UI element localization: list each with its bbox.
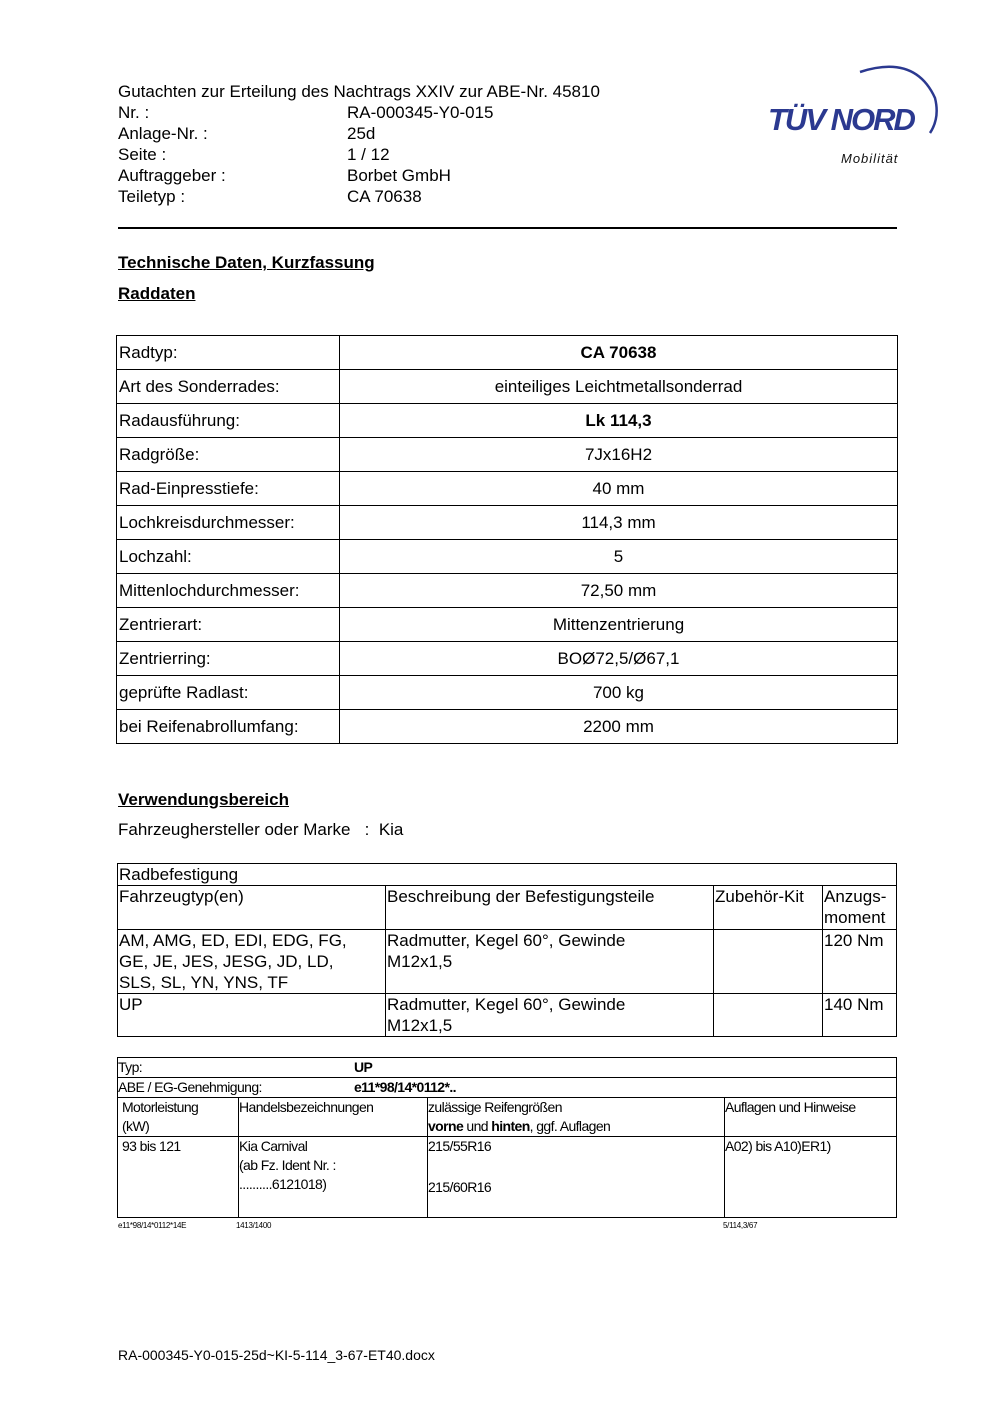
header-vorne: vorne <box>428 1118 464 1134</box>
abe-label: ABE / EG-Genehmigung: <box>118 1079 262 1095</box>
header-line: Motorleistung <box>122 1099 199 1115</box>
cell-line: 215/60R16 <box>428 1179 492 1195</box>
column-header-auflagen: Auflagen und Hinweise <box>725 1098 897 1137</box>
cell-key: Art des Sonderrades: <box>117 370 340 404</box>
cell-auflagen: A02) bis A10)ER1) <box>725 1137 897 1218</box>
vehicle-type-table <box>117 1057 897 1218</box>
cell-value: Mittenzentrierung <box>340 608 898 642</box>
header-line <box>428 1117 724 1136</box>
typ-label: Typ: <box>118 1059 143 1075</box>
table-row <box>117 710 898 744</box>
cell-line: M12x1,5 <box>387 1016 453 1035</box>
header-key: Auftraggeber : <box>118 166 226 185</box>
tuev-nord-logo <box>740 58 950 178</box>
abe-row <box>118 1078 897 1098</box>
cell-line: (ab Fz. Ident Nr. : <box>239 1157 336 1173</box>
column-header-handel: Handelsbezeichnungen <box>239 1098 428 1137</box>
cell-line: AM, AMG, ED, EDI, EDG, FG, <box>119 931 347 950</box>
abe-value: e11*98/14*0112*.. <box>354 1079 456 1095</box>
table-row <box>117 404 898 438</box>
manufacturer-separator: : <box>364 820 370 839</box>
cell-key: Radgröße: <box>117 438 340 472</box>
cell-value: BOØ72,5/Ø67,1 <box>340 642 898 676</box>
header-row-nr <box>118 102 600 123</box>
column-header-motor <box>118 1098 239 1137</box>
cell-vehicle-types <box>118 994 386 1037</box>
cell-description <box>386 994 714 1037</box>
cell-value: einteiliges Leichtmetallsonderrad <box>340 370 898 404</box>
small-note-approval: e11*98/14*0112*14E <box>118 1221 187 1230</box>
abe-cell <box>118 1078 897 1098</box>
header-divider <box>118 227 897 229</box>
column-header <box>823 886 897 930</box>
manufacturer-line <box>118 820 403 840</box>
section-heading-verwendung: Verwendungsbereich <box>118 790 289 809</box>
header-row-teiletyp <box>118 186 600 207</box>
cell-key: Lochzahl: <box>117 540 340 574</box>
column-header-reifen <box>428 1098 725 1137</box>
cell-line: GE, JE, JES, JESG, JD, LD, <box>119 952 334 971</box>
cell-line: UP <box>119 995 143 1014</box>
manufacturer-label: Fahrzeughersteller oder Marke <box>118 820 351 839</box>
table-header-row <box>118 886 897 930</box>
typ-cell <box>118 1058 897 1078</box>
table-row <box>117 336 898 370</box>
cell-line: M12x1,5 <box>387 952 453 971</box>
cell-key: Radtyp: <box>117 336 340 370</box>
cell-key: Mittenlochdurchmesser: <box>117 574 340 608</box>
table-row <box>117 608 898 642</box>
table-row <box>117 540 898 574</box>
cell-vehicle-types <box>118 930 386 994</box>
cell-value: 40 mm <box>340 472 898 506</box>
header-hinten: hinten <box>491 1118 530 1134</box>
table-header-row <box>118 1098 897 1137</box>
cell-line: ..........6121018) <box>239 1176 327 1192</box>
logo-subtitle: Mobilität <box>841 151 899 166</box>
header-key: Nr. : <box>118 103 150 122</box>
cell-value: 5 <box>340 540 898 574</box>
column-header: Fahrzeugtyp(en) <box>118 886 386 930</box>
table-row <box>117 642 898 676</box>
section-heading-raddaten: Raddaten <box>118 284 196 303</box>
cell-key: geprüfte Radlast: <box>117 676 340 710</box>
befestigung-table <box>117 863 897 1037</box>
cell-value: Lk 114,3 <box>340 404 898 438</box>
cell-value: CA 70638 <box>340 336 898 370</box>
table-row <box>117 370 898 404</box>
table-row <box>118 930 897 994</box>
document-title: Gutachten zur Erteilung des Nachtrags XXIV zur ABE-Nr. 45810 <box>118 82 600 101</box>
header-value: 1 / 12 <box>347 145 390 164</box>
header-line: Anzugs- <box>824 887 887 906</box>
cell-key: Radausführung: <box>117 404 340 438</box>
cell-key: Lochkreisdurchmesser: <box>117 506 340 540</box>
raddaten-table <box>116 335 898 744</box>
table-title-row <box>118 864 897 886</box>
header-value: 25d <box>347 124 376 143</box>
document-header <box>118 81 600 207</box>
table-row <box>118 994 897 1037</box>
table-row <box>117 676 898 710</box>
cell-handel <box>239 1137 428 1218</box>
cell-value: 7Jx16H2 <box>340 438 898 472</box>
cell-motor: 93 bis 121 <box>118 1137 239 1218</box>
cell-description <box>386 930 714 994</box>
header-key: Anlage-Nr. : <box>118 124 208 143</box>
cell-line: Radmutter, Kegel 60°, Gewinde <box>387 931 626 950</box>
logo-wordmark: TÜV NORD <box>768 102 914 137</box>
typ-row <box>118 1058 897 1078</box>
header-line: zulässige Reifengrößen <box>428 1099 562 1115</box>
cell-key: Rad-Einpresstiefe: <box>117 472 340 506</box>
cell-kit <box>714 930 823 994</box>
header-key: Seite : <box>118 145 167 164</box>
typ-value: UP <box>354 1059 373 1075</box>
cell-line: SLS, SL, YN, YNS, TF <box>119 973 289 992</box>
table-row <box>118 1137 897 1218</box>
cell-line: 215/55R16 <box>428 1138 492 1154</box>
header-row-auftraggeber <box>118 165 600 186</box>
header-value: Borbet GmbH <box>347 166 451 185</box>
table-row <box>117 472 898 506</box>
table-row <box>117 506 898 540</box>
cell-value: 72,50 mm <box>340 574 898 608</box>
manufacturer-value: Kia <box>378 820 404 839</box>
header-line: (kW) <box>122 1118 150 1134</box>
header-row-anlage <box>118 123 600 144</box>
cell-value: 700 kg <box>340 676 898 710</box>
cell-value: 114,3 mm <box>340 506 898 540</box>
header-line: moment <box>824 908 886 927</box>
header-row-seite <box>118 144 600 165</box>
cell-key: Zentrierring: <box>117 642 340 676</box>
small-note-wheel: 5/114,3/67 <box>723 1221 758 1230</box>
cell-key: bei Reifenabrollumfang: <box>117 710 340 744</box>
column-header: Zubehör-Kit <box>714 886 823 930</box>
cell-value: 2200 mm <box>340 710 898 744</box>
section-heading-technical: Technische Daten, Kurzfassung <box>118 253 375 272</box>
header-value: CA 70638 <box>347 187 422 206</box>
cell-reifen <box>428 1137 725 1218</box>
header-value: RA-000345-Y0-015 <box>347 103 494 122</box>
cell-line: Kia Carnival <box>239 1138 308 1154</box>
table-row <box>117 438 898 472</box>
header-key: Teiletyp : <box>118 187 186 206</box>
table-row <box>117 574 898 608</box>
cell-moment: 120 Nm <box>823 930 897 994</box>
header-auflagen-suffix: , ggf. Auflagen <box>529 1118 611 1134</box>
small-note-numbers: 1413/1400 <box>236 1221 272 1230</box>
table-title: Radbefestigung <box>118 864 897 886</box>
cell-key: Zentrierart: <box>117 608 340 642</box>
header-und: und <box>463 1118 492 1134</box>
footer-filename: RA-000345-Y0-015-25d~KI-5-114_3-67-ET40.docx <box>118 1347 435 1363</box>
cell-line: Radmutter, Kegel 60°, Gewinde <box>387 995 626 1014</box>
column-header: Beschreibung der Befestigungsteile <box>386 886 714 930</box>
cell-moment: 140 Nm <box>823 994 897 1037</box>
cell-kit <box>714 994 823 1037</box>
